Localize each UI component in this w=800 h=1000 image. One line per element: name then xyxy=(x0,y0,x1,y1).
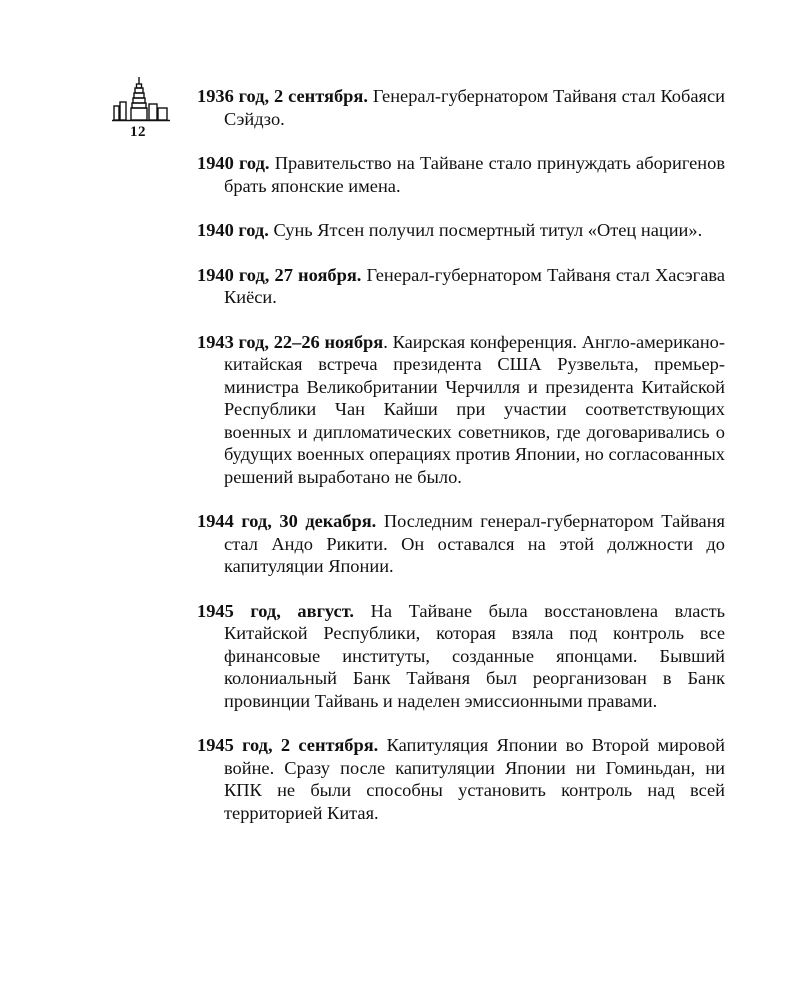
entry-text: Сунь Ятсен получил посмертный титул «Отец нации». xyxy=(268,220,703,240)
chronology-entry xyxy=(197,734,725,824)
skyline-icon xyxy=(112,76,170,122)
entry-date: 1945 год, 2 сентября. xyxy=(197,735,379,755)
page-number: 12 xyxy=(130,124,146,140)
chronology-entry xyxy=(197,600,725,713)
entry-date: 1940 год. xyxy=(197,153,270,173)
entry-text: Последним генерал-губернатором Тайваня стал Андо Рикити. Он оставался на этой должности до капитуляции Японии. xyxy=(224,511,725,576)
entry-text: Генерал-губернатором Тайваня стал Хасэгава Киёси. xyxy=(224,264,725,307)
entry-text: Генерал-губернатором Тайваня стал Кобаяси Сэйдзо. xyxy=(224,86,725,129)
chronology-entry xyxy=(197,152,725,197)
chronology-entry xyxy=(197,510,725,578)
entry-date: 1936 год, 2 сентября. xyxy=(197,86,368,106)
chronology-entry xyxy=(197,264,725,309)
chronology xyxy=(197,85,725,846)
chronology-entry xyxy=(197,85,725,130)
entry-date: 1940 год. xyxy=(197,220,269,240)
entry-text: На Тайване была восстановлена власть Китайской Республики, которая взяла под контроль все финансовые институты, созданные японцами. Бывший колониальный Банк Тайваня был реорганизован в Банк провинции Тайвань и наделен эмиссионными правами. xyxy=(224,600,725,711)
entry-date: 1943 год, 22–26 ноября xyxy=(197,331,384,352)
entry-date: 1940 год, 27 ноября. xyxy=(197,264,362,285)
entry-date: 1944 год, 30 декабря. xyxy=(197,511,377,531)
entry-text: Капитуляция Японии во Второй мировой войне. Сразу после капитуляции Японии ни Гоминьдан, ни КПК не были способны установить контроль над всей территорией Китая. xyxy=(224,735,725,823)
entry-date: 1945 год, август. xyxy=(197,600,354,621)
entry-text: . Каирская конференция. Англо-американо-китайская встреча президента США Рузвельта, премьер-министра Великобритании Черчилля и президента Китайской Республики Чан Кайши при участии соответствующих военных и дипломатических советников, где договаривались о будущих военных операциях против Японии, но согласованных решений выработано не было. xyxy=(224,331,725,487)
chronology-entry xyxy=(197,331,725,489)
chronology-entry xyxy=(197,219,725,242)
entry-text: Правительство на Тайване стало принуждать аборигенов брать японские имена. xyxy=(224,153,725,196)
